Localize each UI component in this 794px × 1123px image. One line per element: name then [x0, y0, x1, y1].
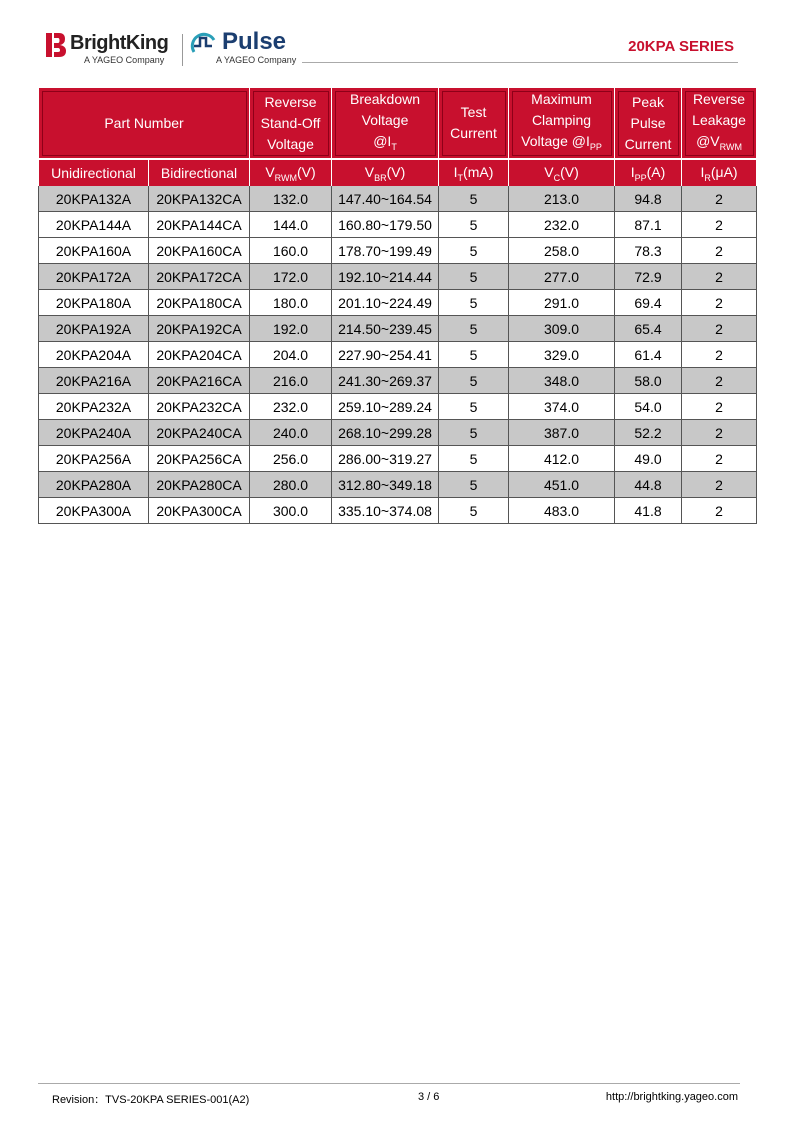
cell-ipp: 87.1	[615, 212, 682, 238]
cell-it: 5	[439, 420, 509, 446]
cell-ir: 2	[682, 316, 757, 342]
cell-vbr: 192.10~214.44	[332, 264, 439, 290]
cell-uni: 20KPA280A	[39, 472, 149, 498]
cell-uni: 20KPA240A	[39, 420, 149, 446]
cell-ipp: 94.8	[615, 186, 682, 212]
cell-bi: 20KPA240CA	[149, 420, 250, 446]
table-subheader-row	[39, 159, 757, 186]
cell-bi: 20KPA300CA	[149, 498, 250, 524]
cell-vrwm: 216.0	[250, 368, 332, 394]
brightking-subtitle: A YAGEO Company	[84, 55, 165, 65]
subheader-vc: $V_C(V)$	[509, 159, 615, 186]
cell-it: 5	[439, 186, 509, 212]
table-row	[39, 212, 757, 238]
cell-vbr: 259.10~289.24	[332, 394, 439, 420]
cell-uni: 20KPA180A	[39, 290, 149, 316]
subheader-vbr: $V_{BR}(V)$	[332, 159, 439, 186]
cell-vc: 309.0	[509, 316, 615, 342]
cell-vbr: 335.10~374.08	[332, 498, 439, 524]
subheader-vrwm: $V_{RWM}(V)$	[250, 159, 332, 186]
cell-ipp: 41.8	[615, 498, 682, 524]
table-row	[39, 446, 757, 472]
cell-vc: 412.0	[509, 446, 615, 472]
cell-it: 5	[439, 446, 509, 472]
cell-ir: 2	[682, 290, 757, 316]
cell-it: 5	[439, 290, 509, 316]
cell-vc: 387.0	[509, 420, 615, 446]
cell-ipp: 61.4	[615, 342, 682, 368]
cell-vc: 258.0	[509, 238, 615, 264]
cell-ir: 2	[682, 238, 757, 264]
cell-bi: 20KPA232CA	[149, 394, 250, 420]
cell-vbr: 268.10~299.28	[332, 420, 439, 446]
subheader-ir: $I_R(\mu A)$	[682, 159, 757, 186]
cell-vbr: 201.10~224.49	[332, 290, 439, 316]
cell-bi: 20KPA192CA	[149, 316, 250, 342]
cell-ir: 2	[682, 446, 757, 472]
table-row	[39, 316, 757, 342]
cell-vrwm: 160.0	[250, 238, 332, 264]
cell-vbr: 214.50~239.45	[332, 316, 439, 342]
cell-uni: 20KPA192A	[39, 316, 149, 342]
brightking-name: BrightKing	[70, 32, 169, 54]
cell-vrwm: 240.0	[250, 420, 332, 446]
table-row	[39, 420, 757, 446]
cell-vbr: 178.70~199.49	[332, 238, 439, 264]
cell-ir: 2	[682, 264, 757, 290]
brightking-logo-icon	[46, 33, 66, 57]
cell-vrwm: 132.0	[250, 186, 332, 212]
cell-ir: 2	[682, 394, 757, 420]
cell-vrwm: 172.0	[250, 264, 332, 290]
cell-ir: 2	[682, 498, 757, 524]
cell-vc: 483.0	[509, 498, 615, 524]
cell-ipp: 54.0	[615, 394, 682, 420]
cell-it: 5	[439, 264, 509, 290]
header-max-clamping: Maximum Clamping Voltage $@I_{PP}$	[509, 88, 615, 159]
page-header	[0, 0, 794, 70]
table-row	[39, 394, 757, 420]
pulse-logo	[190, 30, 310, 68]
table-body	[39, 186, 757, 524]
cell-bi: 20KPA256CA	[149, 446, 250, 472]
cell-ipp: 69.4	[615, 290, 682, 316]
header-reverse-standoff: Reverse Stand-Off Voltage	[250, 88, 332, 159]
cell-vrwm: 300.0	[250, 498, 332, 524]
logo-divider	[182, 34, 183, 66]
cell-bi: 20KPA160CA	[149, 238, 250, 264]
series-title: 20KPA SERIES	[628, 38, 734, 55]
cell-vrwm: 280.0	[250, 472, 332, 498]
cell-ir: 2	[682, 420, 757, 446]
table-row	[39, 472, 757, 498]
cell-it: 5	[439, 238, 509, 264]
cell-vbr: 160.80~179.50	[332, 212, 439, 238]
cell-it: 5	[439, 368, 509, 394]
cell-uni: 20KPA160A	[39, 238, 149, 264]
table-row	[39, 290, 757, 316]
table-header-row	[39, 88, 757, 159]
cell-it: 5	[439, 394, 509, 420]
table-row	[39, 264, 757, 290]
cell-ir: 2	[682, 342, 757, 368]
cell-vbr: 147.40~164.54	[332, 186, 439, 212]
brightking-logo	[46, 32, 176, 68]
cell-bi: 20KPA216CA	[149, 368, 250, 394]
pulse-subtitle: A YAGEO Company	[216, 55, 297, 65]
cell-ipp: 44.8	[615, 472, 682, 498]
cell-vc: 348.0	[509, 368, 615, 394]
cell-uni: 20KPA216A	[39, 368, 149, 394]
pulse-name: Pulse	[222, 28, 287, 55]
cell-vc: 213.0	[509, 186, 615, 212]
subheader-it: $I_T(mA)$	[439, 159, 509, 186]
cell-uni: 20KPA232A	[39, 394, 149, 420]
cell-vbr: 312.80~349.18	[332, 472, 439, 498]
cell-ir: 2	[682, 472, 757, 498]
footer-revision: Revision：TVS-20KPA SERIES-001(A2)	[52, 1094, 250, 1106]
cell-ir: 2	[682, 368, 757, 394]
cell-vrwm: 256.0	[250, 446, 332, 472]
cell-uni: 20KPA132A	[39, 186, 149, 212]
cell-vc: 451.0	[509, 472, 615, 498]
header-test-current: Test Current	[439, 88, 509, 159]
cell-bi: 20KPA280CA	[149, 472, 250, 498]
cell-ipp: 65.4	[615, 316, 682, 342]
cell-ipp: 49.0	[615, 446, 682, 472]
table-row	[39, 186, 757, 212]
subheader-ipp: $I_{PP}(A)$	[615, 159, 682, 186]
cell-bi: 20KPA172CA	[149, 264, 250, 290]
cell-uni: 20KPA256A	[39, 446, 149, 472]
cell-it: 5	[439, 212, 509, 238]
cell-vc: 374.0	[509, 394, 615, 420]
cell-it: 5	[439, 342, 509, 368]
cell-vrwm: 180.0	[250, 290, 332, 316]
cell-ipp: 52.2	[615, 420, 682, 446]
cell-vbr: 241.30~269.37	[332, 368, 439, 394]
table-row	[39, 498, 757, 524]
header-peak-pulse: Peak Pulse Current	[615, 88, 682, 159]
cell-vc: 329.0	[509, 342, 615, 368]
subheader-bi: Bidirectional	[149, 159, 250, 186]
footer-url: http://brightking.yageo.com	[605, 1091, 738, 1103]
table-row	[39, 342, 757, 368]
cell-bi: 20KPA144CA	[149, 212, 250, 238]
header-breakdown-voltage: Breakdown Voltage $@I_T$	[332, 88, 439, 159]
cell-uni: 20KPA172A	[39, 264, 149, 290]
cell-vrwm: 232.0	[250, 394, 332, 420]
cell-vrwm: 204.0	[250, 342, 332, 368]
header-divider	[302, 62, 738, 63]
cell-bi: 20KPA132CA	[149, 186, 250, 212]
cell-bi: 20KPA180CA	[149, 290, 250, 316]
cell-ipp: 72.9	[615, 264, 682, 290]
subheader-uni: Unidirectional	[39, 159, 149, 186]
table-row	[39, 238, 757, 264]
cell-ir: 2	[682, 186, 757, 212]
cell-vc: 232.0	[509, 212, 615, 238]
cell-vc: 277.0	[509, 264, 615, 290]
cell-vbr: 227.90~254.41	[332, 342, 439, 368]
cell-uni: 20KPA204A	[39, 342, 149, 368]
header-reverse-leakage: Reverse Leakage $@V_{RWM}$	[682, 88, 757, 159]
cell-it: 5	[439, 316, 509, 342]
header-part-number: Part Number	[39, 88, 250, 159]
cell-ipp: 58.0	[615, 368, 682, 394]
footer-divider	[38, 1083, 740, 1084]
cell-vrwm: 192.0	[250, 316, 332, 342]
cell-it: 5	[439, 472, 509, 498]
cell-uni: 20KPA300A	[39, 498, 149, 524]
pulse-logo-icon	[190, 32, 220, 56]
cell-vbr: 286.00~319.27	[332, 446, 439, 472]
cell-ipp: 78.3	[615, 238, 682, 264]
cell-vrwm: 144.0	[250, 212, 332, 238]
cell-bi: 20KPA204CA	[149, 342, 250, 368]
cell-it: 5	[439, 498, 509, 524]
table-row	[39, 368, 757, 394]
spec-table	[38, 88, 757, 524]
footer-page-number: 3 / 6	[418, 1091, 440, 1103]
cell-vc: 291.0	[509, 290, 615, 316]
cell-ir: 2	[682, 212, 757, 238]
cell-uni: 20KPA144A	[39, 212, 149, 238]
